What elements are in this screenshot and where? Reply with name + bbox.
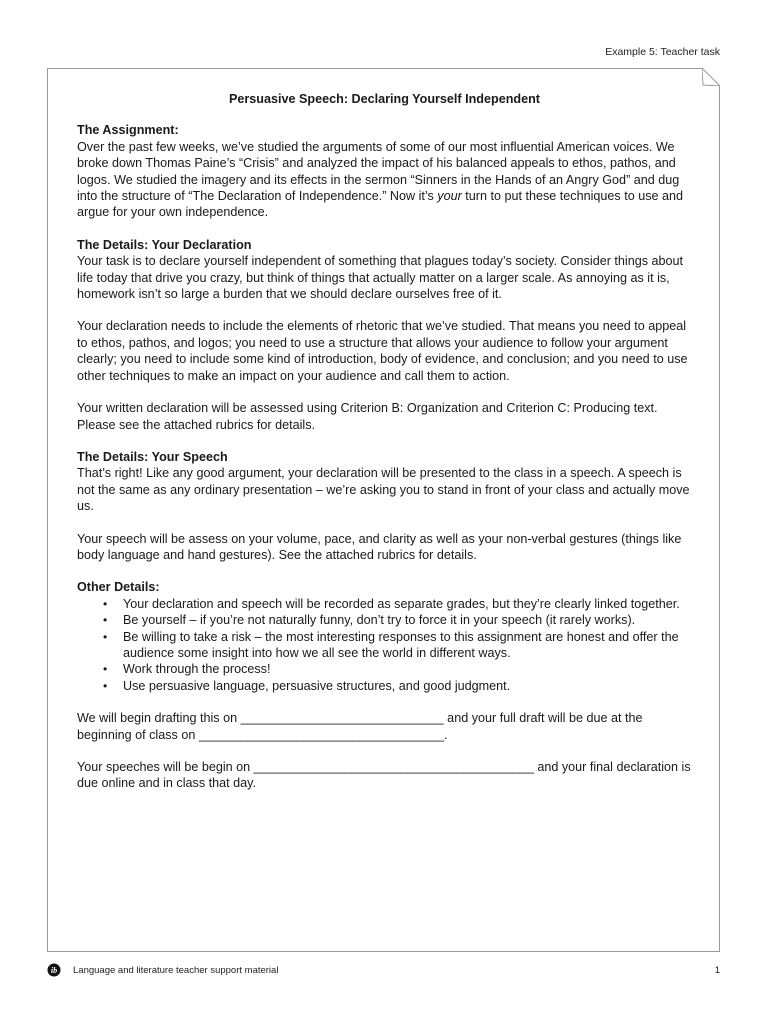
assignment-text-part1: Over the past few weeks, we’ve studied the arguments of some of our most influential American voices. We broke down Thomas Paine’s “Crisis” and analyzed the impact of his balanced appeals to ethos, pathos, and logos. We studied the imagery and its effects in the sermon “Sinners in the Hands of an Angry God” and dug into the structure of “The Declaration of Independence.” Now it’s — [77, 139, 680, 204]
page-fold-corner — [702, 68, 720, 86]
speech-paragraph-2: Your speech will be assess on your volume, pace, and clarity as well as your non-verbal gestures (things like body language and hand gestures). See the attached rubrics for details. — [77, 531, 682, 562]
page-footer — [47, 962, 720, 982]
document-content — [77, 91, 692, 808]
speech-paragraph-1: That’s right! Like any good argument, your declaration will be presented to the class in a speech. A speech is not the same as any ordinary presentation – we’re asking you to stand in front of your class and actually move us. — [77, 466, 690, 514]
page-number: 1 — [714, 965, 720, 976]
bullet-icon: • — [103, 678, 108, 693]
bullet-icon: • — [103, 629, 108, 644]
bullet-icon: • — [103, 662, 108, 677]
list-item — [77, 612, 692, 628]
assignment-emphasis: your — [437, 189, 462, 204]
drafting-dates-paragraph: We will begin drafting this on _____________________________ and your full draft will be due at the beginning of class on ___________________________________. — [77, 711, 643, 742]
declaration-paragraph-1: Your task is to declare yourself independent of something that plagues today’s society. Consider things about life today that drive you crazy, but think of things that actually matter on a larger scale. As annoying as it is, homework isn’t so large a burden that we should declare ourselves free of it. — [77, 254, 684, 302]
speech-section — [77, 449, 692, 515]
list-item — [77, 661, 692, 677]
list-item — [77, 596, 692, 612]
other-details-list — [77, 596, 692, 694]
list-item-text: Be willing to take a risk – the most interesting responses to this assignment are honest and offer the audience some insight into how we all see the world in different ways. — [123, 629, 679, 660]
page-header-label: Example 5: Teacher task — [605, 46, 720, 58]
assignment-heading: The Assignment: — [77, 123, 179, 138]
assignment-paragraph — [77, 139, 692, 221]
other-details-heading: Other Details: — [77, 580, 160, 595]
assignment-text-part2: turn to put these techniques to use and argue for your own independence. — [77, 189, 684, 220]
declaration-paragraph-3: Your written declaration will be assessed using Criterion B: Organization and Criterion C: Producing text. Please see the attached rubrics for details. — [77, 401, 658, 432]
speech-dates-paragraph: Your speeches will be begin on ________________________________________ and your final declaration is due online and in class that day. — [77, 760, 691, 791]
list-item-text: Your declaration and speech will be recorded as separate grades, but they’re clearly linked together. — [123, 596, 680, 611]
other-details-section — [77, 579, 692, 694]
list-item-text: Be yourself – if you’re not naturally funny, don’t try to force it in your speech (it rarely works). — [123, 613, 636, 628]
ib-logo-icon — [47, 963, 61, 977]
bullet-icon: • — [103, 613, 108, 628]
speech-heading: The Details: Your Speech — [77, 449, 228, 464]
list-item — [77, 629, 692, 662]
bullet-icon: • — [103, 596, 108, 611]
document-title: Persuasive Speech: Declaring Yourself Independent — [229, 92, 540, 106]
list-item-text: Work through the process! — [123, 662, 271, 677]
declaration-heading: The Details: Your Declaration — [77, 237, 252, 252]
footer-text: Language and literature teacher support material — [73, 965, 279, 976]
svg-text:ib: ib — [50, 966, 58, 975]
assignment-section — [77, 122, 692, 220]
declaration-section — [77, 237, 692, 303]
list-item — [77, 678, 692, 694]
list-item-text: Use persuasive language, persuasive structures, and good judgment. — [123, 678, 511, 693]
declaration-paragraph-2: Your declaration needs to include the elements of rhetoric that we’ve studied. That means you need to appeal to ethos, pathos, and logos; you need to use a structure that allows your audience to follow your argument clearly; you need to include some kind of introduction, body of evidence, and conclusion; and you need to use other techniques to make an impact on your audience and call them to action. — [77, 319, 688, 383]
